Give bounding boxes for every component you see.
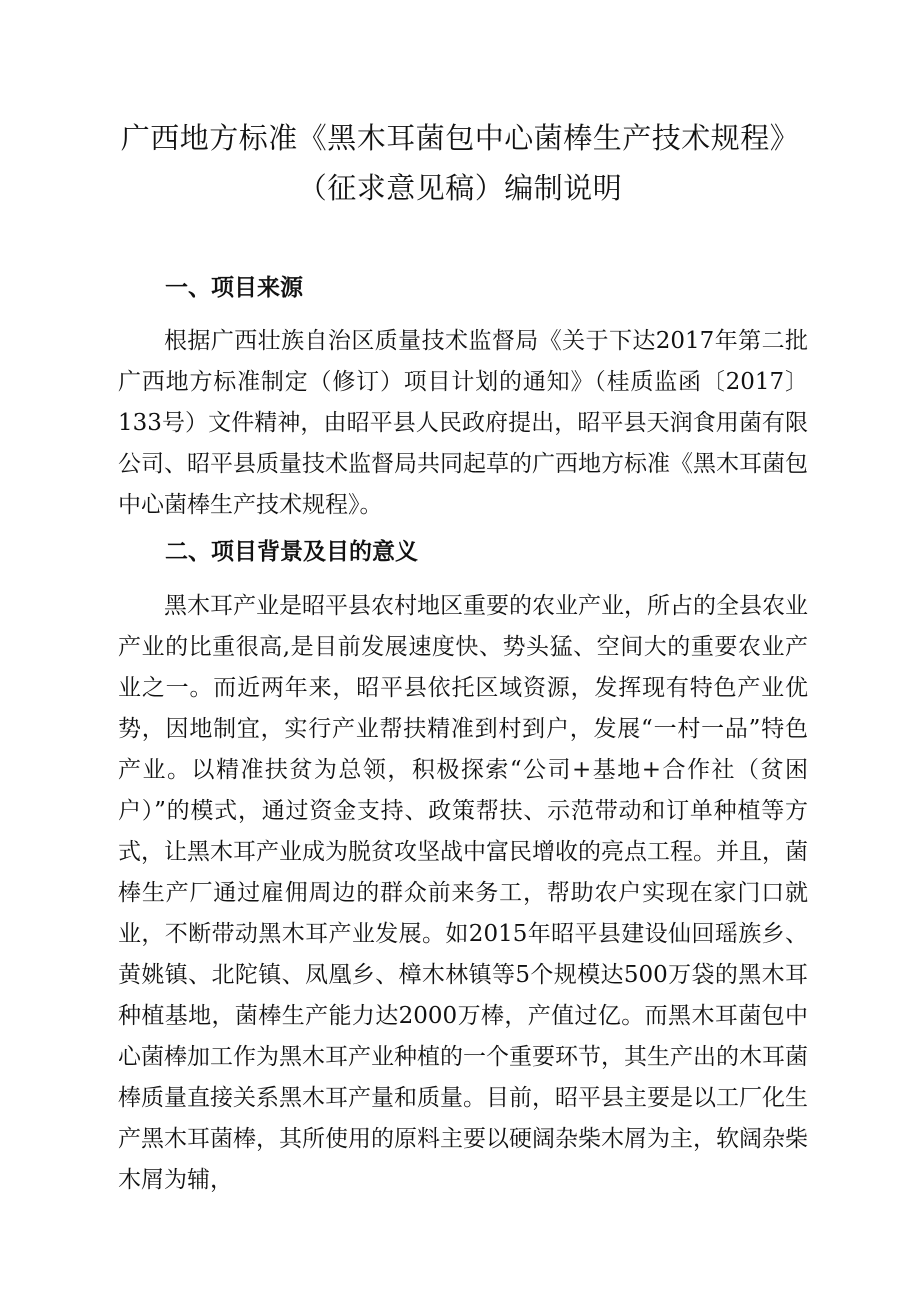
document-subtitle: （征求意见稿）编制说明 xyxy=(297,171,623,205)
section-heading-project-source: 一、项目来源 xyxy=(165,275,303,301)
section-paragraph-background: 黑木耳产业是昭平县农村地区重要的农业产业，所占的全县农业产业的比重很高,是目前发展速度快、势头猛、空间大的重要农业产业之一。而近两年来，昭平县依托区域资源，发挥现有特色产业优势，因地制宜，实行产业帮扶精准到村到户，发展“一村一品”特色产业。以精准扶贫为总领，积极探索“公司+基地+合作社（贫困户）”的模式，通过资金支持、政策帮扶、示范带动和订单种植等方式，让黑木耳产业成为脱贫攻坚战中富民增收的亮点工程。并且，菌棒生产厂通过雇佣周边的群众前来务工，帮助农户实现在家门口就业，不断带动黑木耳产业发展。如2015年昭平县建设仙回瑶族乡、黄姚镇、北陀镇、凤凰乡、樟木林镇等5个规模达500万袋的黑木耳种植基地，菌棒生产能力达2000万棒，产值过亿。而黑木耳菌包中心菌棒加工作为黑木耳产业种植的一个重要环节，其生产出的木耳菌棒质量直接关系黑木耳产量和质量。目前，昭平县主要是以工厂化生产黑木耳菌棒，其所使用的原料主要以硬阔杂柴木屑为主，软阔杂柴木屑为辅， xyxy=(118,593,808,1193)
section-heading-background: 二、项目背景及目的意义 xyxy=(165,539,418,565)
section-paragraph-project-source: 根据广西壮族自治区质量技术监督局《关于下达2017年第二批广西地方标准制定（修订）项目计划的通知》（桂质监函〔2017〕133号）文件精神，由昭平县人民政府提出，昭平县天润食用菌有限公司、昭平县质量技术监督局共同起草的广西地方标准《黑木耳菌包中心菌棒生产技术规程》。 xyxy=(118,328,808,518)
document-title: 广西地方标准《黑木耳菌包中心菌棒生产技术规程》 xyxy=(120,121,800,155)
